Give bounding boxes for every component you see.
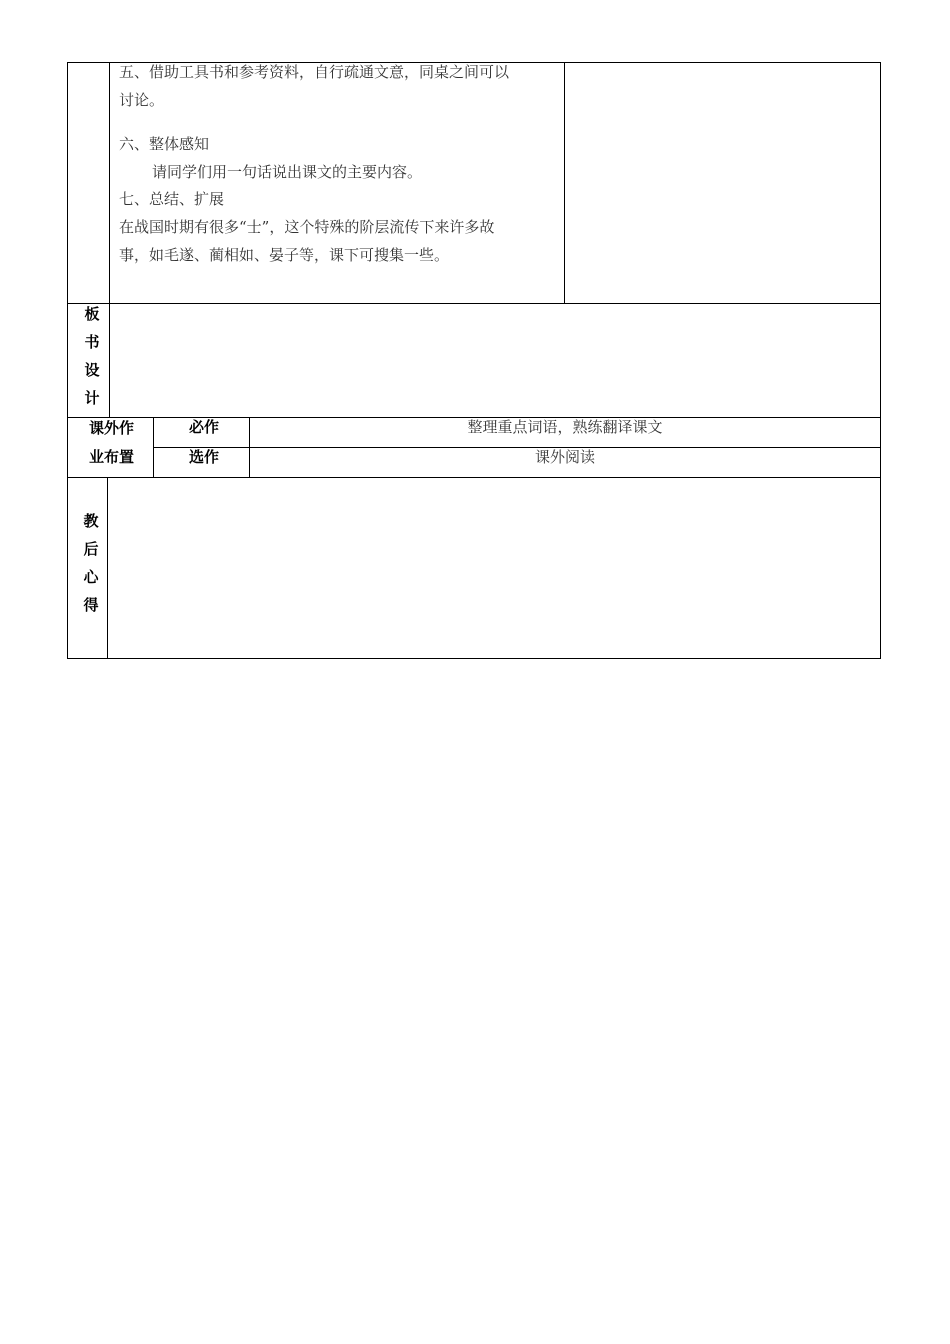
homework-label-line2: 业布置 xyxy=(89,448,135,466)
step5-line1: 五、借助工具书和参考资料，自行疏通文意，同桌之间可以 xyxy=(119,63,510,81)
board-design-label-char: 计 xyxy=(84,389,100,407)
step7-title: 七、总结、扩展 xyxy=(119,190,225,208)
homework-row-bottom xyxy=(67,477,881,478)
reflection-label xyxy=(71,511,111,623)
reflection-label-char: 后 xyxy=(83,540,99,558)
board-design-label xyxy=(72,304,112,416)
required-text: 整理重点词语，熟练翻译课文 xyxy=(467,418,663,436)
process-notes-divider xyxy=(564,62,565,304)
board-design-label-char: 板 xyxy=(84,305,100,323)
step7-line2: 事，如毛遂、蔺相如、晏子等，课下可搜集一些。 xyxy=(119,246,450,264)
reflection-label-char: 心 xyxy=(83,568,99,586)
process-row-bottom xyxy=(67,303,881,304)
optional-text: 课外阅读 xyxy=(534,448,595,466)
step6-text: 请同学们用一句话说出课文的主要内容。 xyxy=(152,163,423,181)
process-label-divider xyxy=(109,62,110,304)
table-right-border xyxy=(880,62,881,659)
step6-title: 六、整体感知 xyxy=(119,135,210,153)
board-design-label-char: 书 xyxy=(84,333,100,351)
step7-line1: 在战国时期有很多“士”，这个特殊的阶层流传下来许多故 xyxy=(119,218,495,236)
homework-label-line1: 课外作 xyxy=(89,419,135,437)
reflection-label-char: 得 xyxy=(83,596,99,614)
table-bottom-border xyxy=(67,658,881,659)
optional-label: 选作 xyxy=(189,448,220,466)
step5-line2: 讨论。 xyxy=(119,91,165,109)
board-design-label-char: 设 xyxy=(84,361,100,379)
reflection-label-char: 教 xyxy=(83,512,99,530)
required-label: 必作 xyxy=(189,418,220,436)
table-left-border xyxy=(67,62,68,659)
